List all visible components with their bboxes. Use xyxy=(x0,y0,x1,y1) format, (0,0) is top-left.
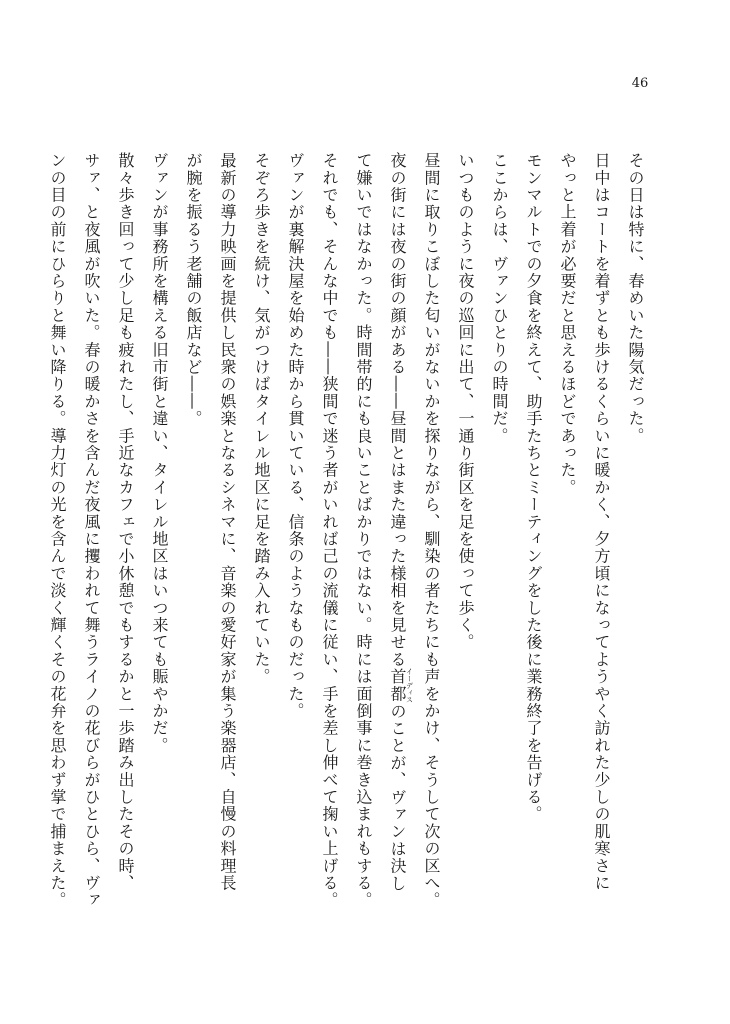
text-line: 最新の導力映画を提供し民衆の娯楽となるシネマに、音楽の愛好家が集う楽器店、自慢の料理長 xyxy=(218,152,237,892)
ruby-capital xyxy=(388,667,414,703)
text-line: ヴァンが事務所を構える旧市街と違い、タイレル地区はいつ来ても賑やかだ。 xyxy=(150,152,169,754)
text-line: て嫌いではなかった。時間帯的にも良いことばかりではない。時には面倒事に巻き込まれもする。 xyxy=(354,152,373,909)
text-line: サァ、と夜風が吹いた。春の暖かさを含んだ夜風に攫われて舞うライノの花びらがひとひら、ヴァ xyxy=(82,152,101,909)
text-line: それでも、そんな中でも――狭間で迷う者がいれば己の流儀に従い、手を差し伸べて掬い上げる。 xyxy=(320,152,339,909)
body-text xyxy=(40,152,652,912)
ruby-base: 首都 xyxy=(388,667,407,703)
text-segment: のことが、ヴァンは決し xyxy=(388,702,407,892)
text-line-with-ruby xyxy=(380,152,414,912)
text-line: 日中はコートを着ずとも歩けるくらいに暖かく、夕方頃になってようやく訪れた少しの肌寒さに xyxy=(592,152,611,892)
text-line: その日は特に、春めいた陽気だった。 xyxy=(626,152,645,445)
text-line: いつものように夜の巡回に出て、一通り街区を足を使って歩く。 xyxy=(456,152,475,651)
text-line: が腕を振るう老舗の飯店など――。 xyxy=(184,152,203,428)
text-line: ここからは、ヴァンひとりの時間だ。 xyxy=(490,152,509,445)
ruby-reading: イーディス xyxy=(405,667,414,703)
page-number: 46 xyxy=(631,76,649,91)
text-line: ヴァンが裏解決屋を始めた時から貫いている、信条のようなものだった。 xyxy=(286,152,305,720)
text-line: 散々歩き回って少し足も疲れたし、手近なカフェで小休憩でもするかと一歩踏み出したその時、 xyxy=(116,152,135,892)
text-line: モンマルトでの夕食を終えて、助手たちとミーティングをした後に業務終了を告げる。 xyxy=(524,152,543,823)
text-line: やっと上着が必要だと思えるほどであった。 xyxy=(558,152,577,496)
text-line: ンの目の前にひらりと舞い降りる。導力灯の光を含んで淡く輝くその花弁を思わず掌で捕まえた。 xyxy=(48,152,67,909)
text-line: そぞろ歩きを続け、気がつけばタイレル地区に足を踏み入れていた。 xyxy=(252,152,271,686)
text-line: 昼間に取りこぼした匂いがないかを探りながら、馴染の者たちにも声をかけ、そうして次の区へ。 xyxy=(422,152,441,909)
text-segment: 夜の街には夜の街の顔がある――昼間とはまた違った様相を見せる xyxy=(388,152,407,668)
